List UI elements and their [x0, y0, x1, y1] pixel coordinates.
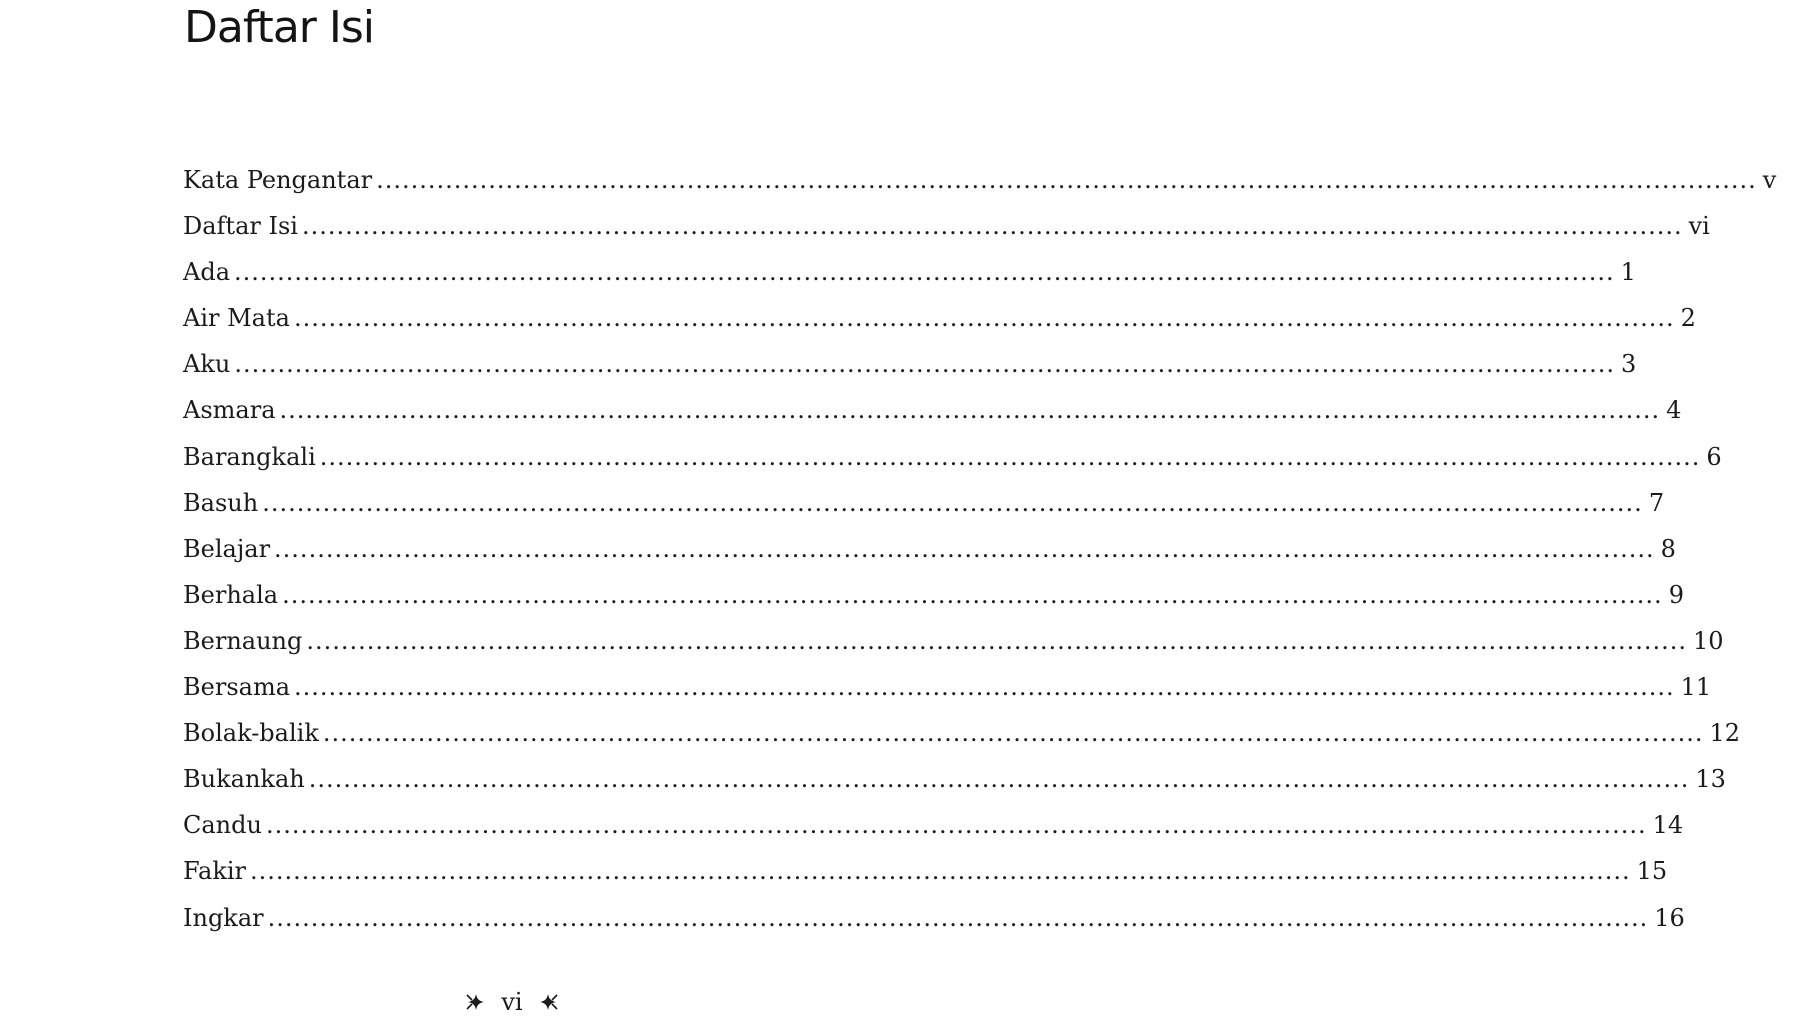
toc-entry-title: Kata Pengantar — [183, 166, 373, 194]
toc-entry-page: 11 — [1680, 673, 1712, 702]
sparkle-ornament-icon — [465, 991, 487, 1013]
toc-entry — [183, 710, 1741, 756]
table-of-contents — [183, 157, 1777, 941]
toc-entry-page: 7 — [1648, 488, 1665, 517]
toc-entry-page: 16 — [1654, 903, 1685, 932]
dot-leader: ................................................................................................................................................................ — [279, 396, 1661, 425]
toc-entry-page: 13 — [1695, 765, 1726, 794]
toc-entry-page: 14 — [1652, 811, 1684, 840]
dot-leader: ................................................................................................................................................................ — [306, 626, 1687, 655]
dot-leader: ................................................................................................................................................................ — [282, 580, 1663, 609]
dot-leader: ................................................................................................................................................................ — [250, 857, 1631, 886]
toc-entry — [183, 387, 1682, 433]
toc-entry — [183, 434, 1722, 480]
dot-leader: ................................................................................................................................................................ — [267, 903, 1649, 932]
toc-entry — [183, 295, 1696, 341]
dot-leader: ................................................................................................................................................................ — [301, 212, 1683, 241]
toc-entry — [183, 895, 1685, 941]
dot-leader: ................................................................................................................................................................ — [234, 258, 1615, 287]
toc-entry-title: Ada — [183, 258, 231, 287]
toc-entry-page: vi — [1688, 212, 1710, 241]
toc-entry — [183, 341, 1637, 387]
dot-leader: ................................................................................................................................................................ — [274, 534, 1655, 563]
toc-entry-title: Aku — [183, 350, 231, 379]
toc-entry-title: Daftar Isi — [183, 212, 298, 241]
toc-entry-title: Candu — [183, 811, 262, 840]
toc-entry — [183, 526, 1676, 572]
toc-entry-page: 10 — [1692, 626, 1724, 655]
toc-entry-page: 6 — [1706, 442, 1722, 471]
toc-entry — [183, 572, 1684, 618]
toc-entry-page: 3 — [1620, 350, 1637, 379]
dot-leader: ................................................................................................................................................................ — [265, 811, 1647, 840]
toc-entry — [183, 802, 1684, 848]
page-title: Daftar Isi — [184, 2, 374, 53]
toc-entry-page: 8 — [1660, 534, 1676, 563]
toc-entry-title: Bukankah — [183, 765, 305, 794]
toc-entry — [183, 618, 1724, 664]
dot-leader: ................................................................................................................................................................ — [293, 304, 1675, 333]
toc-entry-title: Barangkali — [183, 442, 316, 471]
dot-leader: ................................................................................................................................................................ — [322, 719, 1704, 748]
toc-entry-page: v — [1762, 166, 1777, 194]
dot-leader: ................................................................................................................................................................ — [319, 442, 1701, 471]
toc-entry — [183, 756, 1726, 802]
toc-entry-page: 2 — [1680, 304, 1696, 333]
toc-entry — [183, 848, 1668, 894]
toc-entry-page: 15 — [1636, 857, 1668, 886]
toc-entry-title: Belajar — [183, 534, 271, 563]
toc-entry — [183, 480, 1665, 526]
toc-entry-title: Bersama — [183, 673, 291, 702]
dot-leader: ................................................................................................................................................................ — [262, 488, 1643, 517]
toc-entry-page: 4 — [1666, 396, 1682, 425]
toc-entry-title: Bernaung — [183, 626, 303, 655]
toc-entry — [183, 249, 1636, 295]
toc-entry-page: 9 — [1668, 580, 1684, 609]
dot-leader: ................................................................................................................................................................ — [376, 166, 1757, 194]
page-number: vi — [501, 988, 523, 1016]
toc-entry-page: 1 — [1620, 258, 1636, 287]
toc-entry — [183, 664, 1712, 710]
sparkle-ornament-icon — [537, 991, 559, 1013]
dot-leader: ................................................................................................................................................................ — [308, 765, 1690, 794]
toc-entry-title: Ingkar — [183, 903, 264, 932]
toc-entry-title: Bolak-balik — [183, 719, 319, 748]
dot-leader: ................................................................................................................................................................ — [294, 673, 1675, 702]
toc-entry-title: Basuh — [183, 488, 259, 517]
toc-entry-title: Air Mata — [183, 304, 290, 333]
toc-entry — [183, 203, 1710, 249]
page-footer — [0, 988, 1024, 1016]
dot-leader: ................................................................................................................................................................ — [234, 350, 1615, 379]
toc-entry — [183, 157, 1777, 203]
toc-entry-title: Berhala — [183, 580, 279, 609]
toc-entry-title: Fakir — [183, 857, 247, 886]
toc-entry-title: Asmara — [183, 396, 276, 425]
toc-entry-page: 12 — [1709, 719, 1741, 748]
